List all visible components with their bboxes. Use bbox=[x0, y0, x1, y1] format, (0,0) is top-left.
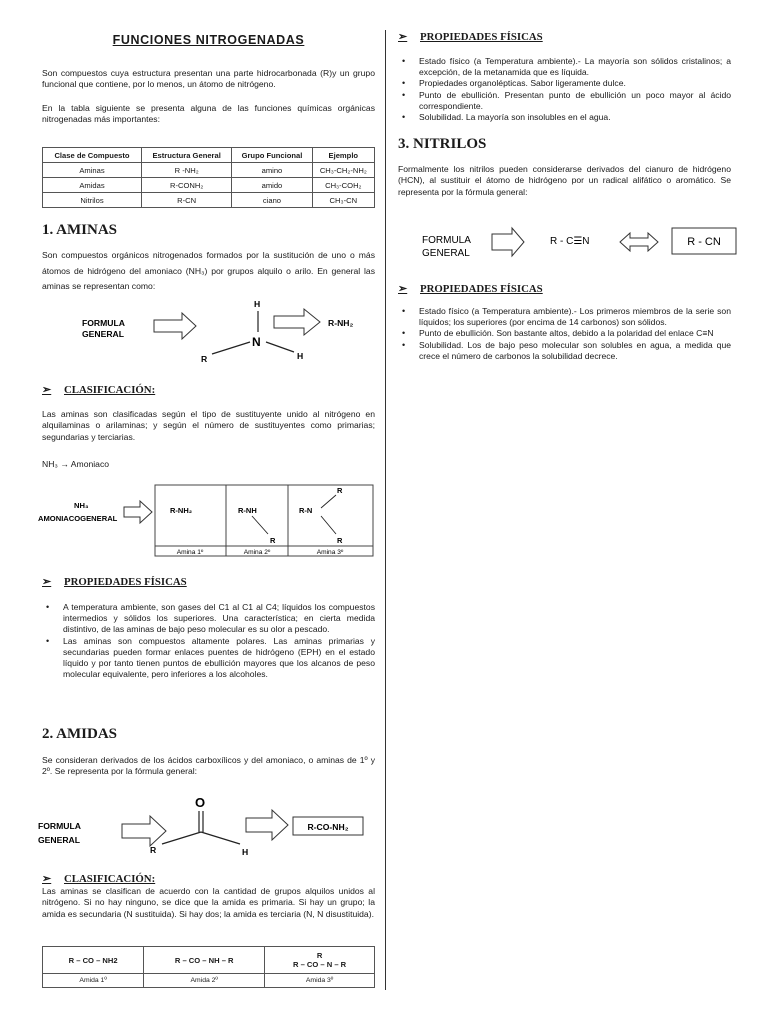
amide-classification-table bbox=[42, 946, 375, 988]
table-cell: R -NH₂ bbox=[142, 163, 232, 178]
atom-r: R bbox=[337, 486, 343, 495]
caption: Amina 2º bbox=[243, 549, 271, 556]
aminas-formula-diagram bbox=[78, 296, 378, 378]
amidas-propiedades-heading bbox=[398, 30, 731, 43]
nitrilos-text: Formalmente los nitrilos pueden considerarse derivados del cianuro de hidrógeno (HCN), al sustituir el átomo de hidrógeno por un radical alifático o aromático. Se representa por la fórmula general: bbox=[398, 164, 731, 197]
formula-result: R-CO-NH₂ bbox=[307, 822, 349, 832]
amidas-clasificacion-text: Las aminas se clasifican de acuerdo con la cantidad de grupos alquilos unidos al nitrógeno. Si no hay ninguno, se dice que la amida es primaria. Si hay un grupo; la amida es secundaria (N sustituida). Si hay dos; la amida es terciaria (N, N disustituida). bbox=[42, 886, 375, 919]
arrowhead-bullet-icon: ➢ bbox=[398, 283, 408, 295]
intro-paragraph-2: En la tabla siguiente se presenta alguna de las funciones químicas orgánicas nitrogenadas más importantes: bbox=[42, 103, 375, 125]
table-cell: Amida 1º bbox=[43, 974, 144, 988]
formula-result: R-NH₂ bbox=[328, 318, 354, 328]
table-cell: R – CO – NH – R bbox=[144, 947, 265, 974]
formula-text: R – CO – N – R bbox=[293, 960, 347, 969]
right-arrow-icon bbox=[492, 228, 524, 256]
classification-box bbox=[155, 485, 373, 556]
section-heading-text: PROPIEDADES FÍSICAS bbox=[64, 575, 187, 588]
table-cell: amino bbox=[232, 163, 312, 178]
atom-r: R bbox=[201, 354, 208, 364]
aminas-text: Son compuestos orgánicos nitrogenados formados por la sustitución de uno o más átomos de hidrógeno del amoniaco (NH₃) por grupos alquilo o arilo. En general las aminas se representan como: bbox=[42, 250, 375, 291]
arrowhead-bullet-icon: ➢ bbox=[42, 576, 52, 588]
amine-tertiary: R-N bbox=[299, 506, 313, 515]
amide-classification-table-wrap bbox=[42, 946, 375, 988]
list-item: • A temperatura ambiente, son gases del C1 al C1 al C4; líquidos los compuestos intermedios y sólidos los superiores. Una característica; en cierta medida distintivo, de las aminas de bajo peso molecular es su olor a pescado. bbox=[42, 602, 375, 636]
amidas-formula-diagram bbox=[38, 792, 378, 862]
list-item: • Solubilidad. Los de bajo peso molecular son solubles en agua, a medida que crece el número de carbonos la solubilidad decrece. bbox=[398, 340, 731, 362]
arrowhead-bullet-icon: ➢ bbox=[398, 31, 408, 43]
formula-middle: R - C☰N bbox=[550, 236, 590, 247]
bond-line bbox=[266, 342, 294, 352]
table-header-row bbox=[43, 148, 375, 163]
atom-r: R bbox=[337, 536, 343, 545]
nitrilos-heading: 3. NITRILOS bbox=[398, 136, 487, 152]
table-row bbox=[43, 947, 375, 974]
functions-table-wrap bbox=[42, 147, 375, 208]
table-cell: CH₃-COH₂ bbox=[312, 178, 374, 193]
list-item: • Las aminas son compuestos altamente polares. Las aminas primarias y secundarias pueden formar enlaces puentes de hidrógeno (EPH) en el estado líquido y por tanto tienen puntos de ebullición mayores que los alcanos de peso molecular equivalente, pero inferiores a los alcoholes. bbox=[42, 636, 375, 681]
table-cell: CH₃-CN bbox=[312, 193, 374, 208]
aminas-properties-list bbox=[42, 602, 375, 680]
formula-result: R - CN bbox=[687, 236, 721, 248]
table-header-cell: Grupo Funcional bbox=[232, 148, 312, 163]
nitrilos-propiedades-heading bbox=[398, 282, 731, 295]
list-item: • Estado físico (a Temperatura ambiente).- La mayoría son sólidos cristalinos; a excepción, de la metanamida que es líquida. bbox=[398, 56, 731, 78]
table-row bbox=[43, 163, 375, 178]
section-heading-text: PROPIEDADES FÍSICAS bbox=[420, 30, 543, 43]
atom-r: R bbox=[270, 536, 276, 545]
bond-line bbox=[212, 342, 250, 354]
list-item: • Solubilidad. La mayoría son insolubles en el agua. bbox=[398, 112, 731, 123]
amine-classification-diagram bbox=[38, 484, 378, 558]
atom-h: H bbox=[297, 351, 304, 361]
table-cell: Amida 3º bbox=[265, 974, 375, 988]
table-cell: R – CO – NH2 bbox=[43, 947, 144, 974]
table-cell: Aminas bbox=[43, 163, 142, 178]
section-heading-text: PROPIEDADES FÍSICAS bbox=[420, 282, 543, 295]
aminas-clasificacion-text: Las aminas son clasificadas según el tipo de sustituyente unido al nitrógeno en alquilaminas o arilaminas; y según el número de sustituyentes como primarias; segundarias y terciarias. bbox=[42, 409, 375, 442]
ammonia-line: NH₃ → Amoniaco bbox=[42, 459, 110, 469]
bond-line bbox=[162, 832, 201, 844]
table-cell: Amidas bbox=[43, 178, 142, 193]
table-header-cell: Clase de Compuesto bbox=[43, 148, 142, 163]
table-cell: amido bbox=[232, 178, 312, 193]
table-row bbox=[43, 974, 375, 988]
table-cell: Amida 2º bbox=[144, 974, 265, 988]
atom-r: R bbox=[150, 845, 157, 855]
arrowhead-bullet-icon: ➢ bbox=[42, 873, 52, 885]
nitrilos-formula-diagram bbox=[420, 222, 740, 264]
amine-primary: R-NH₂ bbox=[170, 506, 193, 515]
formula-label: FORMULA bbox=[82, 318, 125, 328]
arrowhead-bullet-icon: ➢ bbox=[42, 384, 52, 396]
section-heading-text: CLASIFICACIÓN: bbox=[64, 872, 156, 885]
diagram-label: NH₃ bbox=[74, 501, 89, 510]
amidas-properties-list bbox=[398, 56, 731, 123]
double-arrow-icon bbox=[620, 233, 658, 251]
nitrilos-properties-list bbox=[398, 306, 731, 362]
atom-n: N bbox=[252, 335, 261, 349]
formula-label: GENERAL bbox=[422, 248, 470, 259]
table-cell bbox=[265, 947, 375, 974]
functions-table bbox=[42, 147, 375, 208]
table-header-cell: Ejemplo bbox=[312, 148, 374, 163]
table-cell: ciano bbox=[232, 193, 312, 208]
caption: Amina 1º bbox=[176, 549, 204, 556]
list-item: • Propiedades organolépticas. Sabor ligeramente dulce. bbox=[398, 78, 731, 89]
right-arrow-icon bbox=[154, 313, 196, 339]
formula-label: FORMULA bbox=[422, 235, 471, 246]
list-item: • Punto de ebullición. Presentan punto de ebullición un poco mayor al ácido correspondiente. bbox=[398, 90, 731, 112]
caption: Amina 3º bbox=[316, 549, 344, 556]
list-item: • Estado físico (a Temperatura ambiente).- Los primeros miembros de la serie son líquidos; los superiores (por encima de 14 carbonos) son sólidos. bbox=[398, 306, 731, 328]
page-title: FUNCIONES NITROGENADAS bbox=[112, 33, 305, 47]
amidas-heading: 2. AMIDAS bbox=[42, 726, 118, 742]
diagram-label: AMONIACOGENERAL bbox=[38, 514, 118, 523]
formula-label: GENERAL bbox=[38, 835, 81, 845]
aminas-heading: 1. AMINAS bbox=[42, 222, 118, 238]
section-heading-text: CLASIFICACIÓN: bbox=[64, 383, 156, 396]
bond-line bbox=[201, 832, 240, 844]
amidas-text: Se consideran derivados de los ácidos carboxílicos y del amoniaco, o aminas de 1º y 2º. Se representa por la fórmula general: bbox=[42, 755, 375, 777]
aminas-clasificacion-heading bbox=[42, 383, 375, 396]
right-arrow-icon bbox=[274, 309, 320, 335]
table-cell: R-CONH₂ bbox=[142, 178, 232, 193]
right-arrow-icon bbox=[246, 810, 288, 840]
substituent-r: R bbox=[316, 951, 323, 960]
table-cell: CH₃-CH₂-NH₂ bbox=[312, 163, 374, 178]
formula-label: FORMULA bbox=[38, 821, 81, 831]
atom-o: O bbox=[195, 795, 206, 810]
formula-label: GENERAL bbox=[82, 329, 125, 339]
list-item: • Punto de ebullición. Son bastante altos, debido a la polaridad del enlace C≡N bbox=[398, 328, 731, 339]
table-row bbox=[43, 178, 375, 193]
column-divider bbox=[385, 30, 386, 990]
atom-h: H bbox=[254, 299, 261, 309]
atom-h: H bbox=[242, 847, 249, 857]
right-arrow-icon bbox=[122, 816, 166, 846]
aminas-propiedades-heading bbox=[42, 575, 375, 588]
amine-secondary: R-NH bbox=[238, 506, 257, 515]
table-cell: R-CN bbox=[142, 193, 232, 208]
table-header-cell: Estructura General bbox=[142, 148, 232, 163]
right-arrow-icon bbox=[124, 501, 152, 523]
intro-paragraph: Son compuestos cuya estructura presentan una parte hidrocarbonada (R)y un grupo funcional que contiene, por lo menos, un átomo de nitrógeno. bbox=[42, 68, 375, 90]
table-row bbox=[43, 193, 375, 208]
table-cell: Nitrilos bbox=[43, 193, 142, 208]
amidas-clasificacion-heading bbox=[42, 872, 375, 885]
